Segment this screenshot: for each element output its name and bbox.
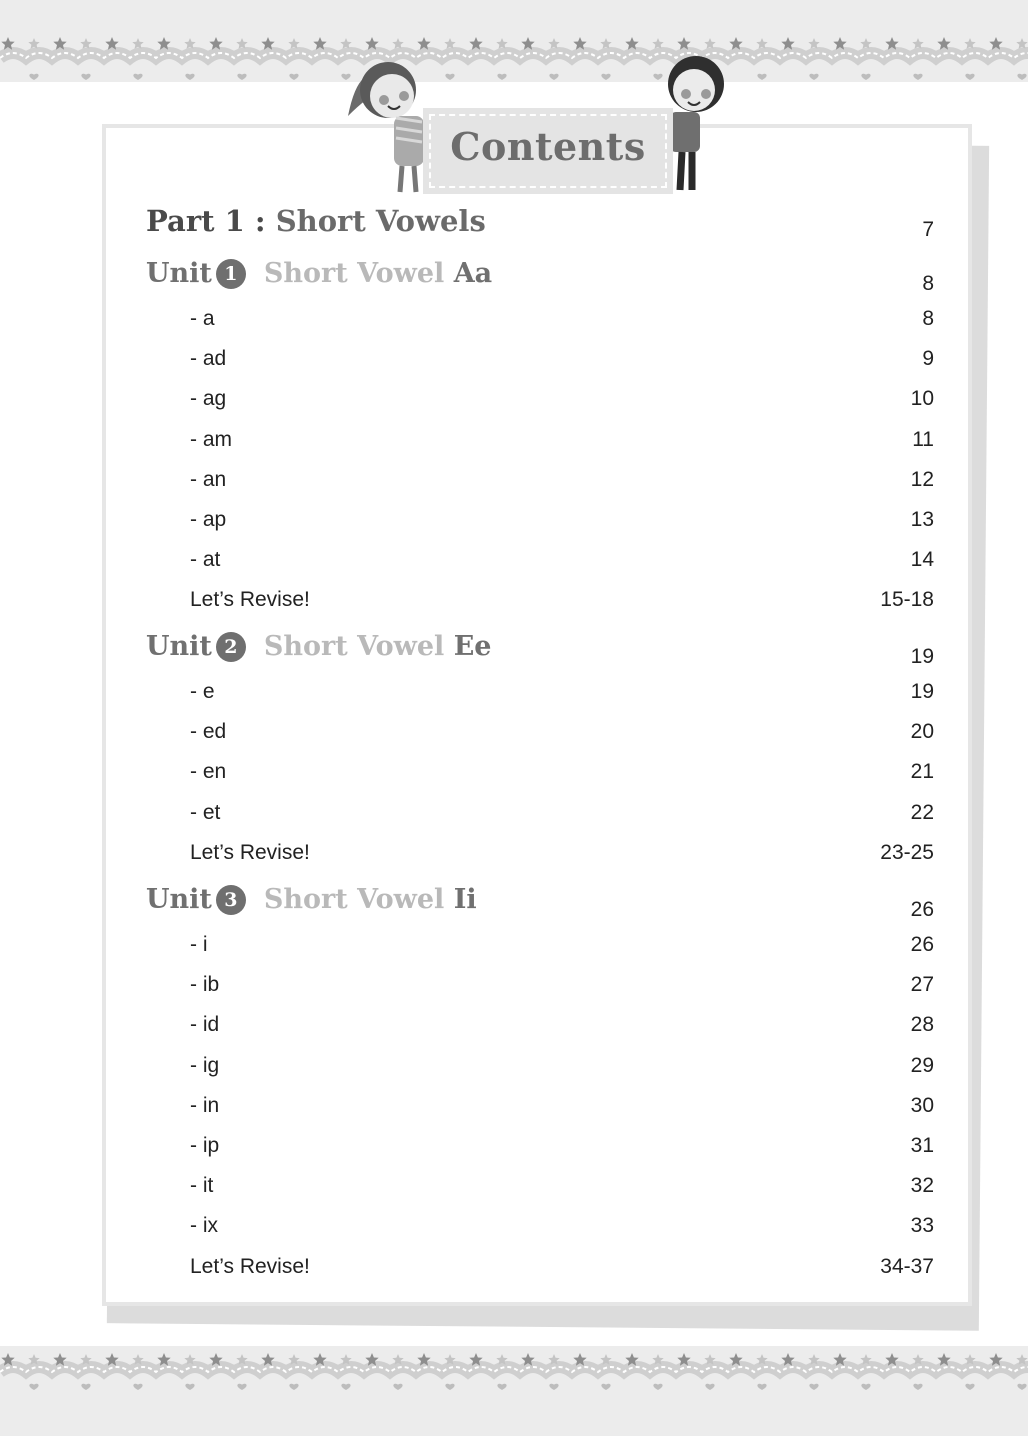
toc-entry-page: 27	[910, 973, 934, 997]
toc-entry-label: - an	[190, 467, 227, 491]
toc-entry[interactable]	[146, 307, 934, 347]
toc-entry-page: 11	[912, 427, 934, 451]
toc-entry-label: - am	[190, 427, 232, 451]
toc-entry-page: 33	[910, 1214, 934, 1238]
toc-entry-page: 12	[910, 467, 934, 491]
toc-entry-page: 34-37	[880, 1254, 934, 1278]
toc-entry-label: - en	[190, 760, 227, 784]
toc-entry-page: 8	[922, 307, 934, 330]
toc-entry-page: 20	[910, 720, 934, 744]
toc-entry-label: - it	[190, 1174, 214, 1198]
toc-entry-label: - ap	[190, 508, 227, 531]
toc-entry-page: 9	[922, 347, 934, 371]
toc-entry-label: - ad	[190, 347, 227, 371]
unit-heading-label	[146, 884, 477, 915]
unit-page-number: 8	[922, 272, 934, 295]
toc-entry-page: 13	[910, 508, 934, 531]
unit-heading[interactable]	[146, 631, 934, 671]
toc-entry-page: 14	[910, 548, 934, 572]
toc-entry[interactable]	[146, 387, 934, 427]
unit-page-number: 19	[910, 645, 934, 668]
unit-word: Unit	[146, 258, 212, 289]
toc-entry-label: - e	[190, 680, 215, 703]
part-heading-label	[146, 204, 486, 238]
toc-entry-page: 26	[910, 933, 934, 956]
toc-entry[interactable]	[146, 720, 934, 760]
toc-entry-label: - ed	[190, 720, 227, 744]
unit-page-number: 26	[910, 898, 934, 921]
toc-entry-label: Let’s Revise!	[190, 840, 310, 864]
toc-entry-label: - id	[190, 1013, 220, 1037]
toc-entry-label: - ip	[190, 1134, 220, 1157]
toc-entry[interactable]	[146, 347, 934, 387]
toc-entry-label: - ag	[190, 387, 227, 411]
toc-entry-page: 28	[910, 1013, 934, 1037]
part-number: Part 1 :	[146, 204, 266, 238]
toc-entry-label: Let’s Revise!	[190, 1254, 310, 1278]
toc-entry-label: - in	[190, 1093, 220, 1117]
toc-entry[interactable]	[146, 588, 934, 628]
toc-entry-page: 23-25	[880, 840, 934, 864]
toc-entry-page: 21	[910, 760, 934, 784]
toc-entry[interactable]	[146, 468, 934, 508]
toc-entry[interactable]	[146, 1255, 934, 1295]
unit-word: Unit	[146, 631, 212, 662]
unit-title: Short Vowel	[263, 884, 445, 915]
toc-entry[interactable]	[146, 801, 934, 841]
toc-entry-label: - ix	[190, 1214, 218, 1238]
toc-entry-page: 29	[910, 1053, 934, 1077]
toc-entry-page: 10	[910, 387, 934, 411]
toc-entry[interactable]	[146, 1134, 934, 1174]
toc-entry[interactable]	[146, 933, 934, 973]
toc-entry-label: - at	[190, 548, 221, 572]
toc-entry[interactable]	[146, 760, 934, 800]
toc-entry-label: - et	[190, 800, 221, 824]
top-decorative-border	[0, 0, 1028, 90]
unit-title: Short Vowel	[263, 631, 445, 662]
unit-heading[interactable]	[146, 884, 934, 924]
toc-entry[interactable]	[146, 1214, 934, 1254]
bottom-decorative-border	[0, 1346, 1028, 1436]
unit-vowel: Ii	[453, 884, 477, 915]
toc-entry[interactable]	[146, 508, 934, 548]
toc-entry-page: 22	[910, 800, 934, 824]
toc-entry-page: 32	[910, 1174, 934, 1198]
toc-entry-page: 19	[910, 680, 934, 703]
toc-entry[interactable]	[146, 680, 934, 720]
toc-entry[interactable]	[146, 428, 934, 468]
unit-heading-label	[146, 258, 492, 289]
unit-word: Unit	[146, 884, 212, 915]
toc-entry-page: 15-18	[880, 588, 934, 612]
toc-entry[interactable]	[146, 1094, 934, 1134]
unit-number-badge: 2	[216, 632, 246, 662]
toc-entry[interactable]	[146, 1054, 934, 1094]
part-heading[interactable]	[146, 204, 934, 244]
page-title: Contents	[450, 124, 646, 169]
unit-heading[interactable]	[146, 258, 934, 298]
part-title: Short Vowels	[275, 204, 486, 238]
toc-entry[interactable]	[146, 1174, 934, 1214]
toc-entry-label: - ib	[190, 973, 220, 997]
toc-entry[interactable]	[146, 841, 934, 881]
unit-number-badge: 3	[216, 885, 246, 915]
part-page-number: 7	[922, 218, 934, 241]
toc-entry[interactable]	[146, 973, 934, 1013]
toc-entry[interactable]	[146, 1013, 934, 1053]
toc-entry-label: Let’s Revise!	[190, 588, 310, 612]
toc-entry-page: 30	[910, 1093, 934, 1117]
toc-entry-label: - i	[190, 933, 208, 956]
unit-vowel: Aa	[453, 258, 493, 289]
toc-entry-label: - a	[190, 307, 215, 330]
unit-vowel: Ee	[453, 631, 492, 662]
unit-title: Short Vowel	[263, 258, 445, 289]
toc-entry[interactable]	[146, 548, 934, 588]
unit-number-badge: 1	[216, 259, 246, 289]
toc-entry-label: - ig	[190, 1053, 220, 1077]
toc-entry-page: 31	[910, 1134, 934, 1157]
unit-heading-label	[146, 631, 491, 662]
